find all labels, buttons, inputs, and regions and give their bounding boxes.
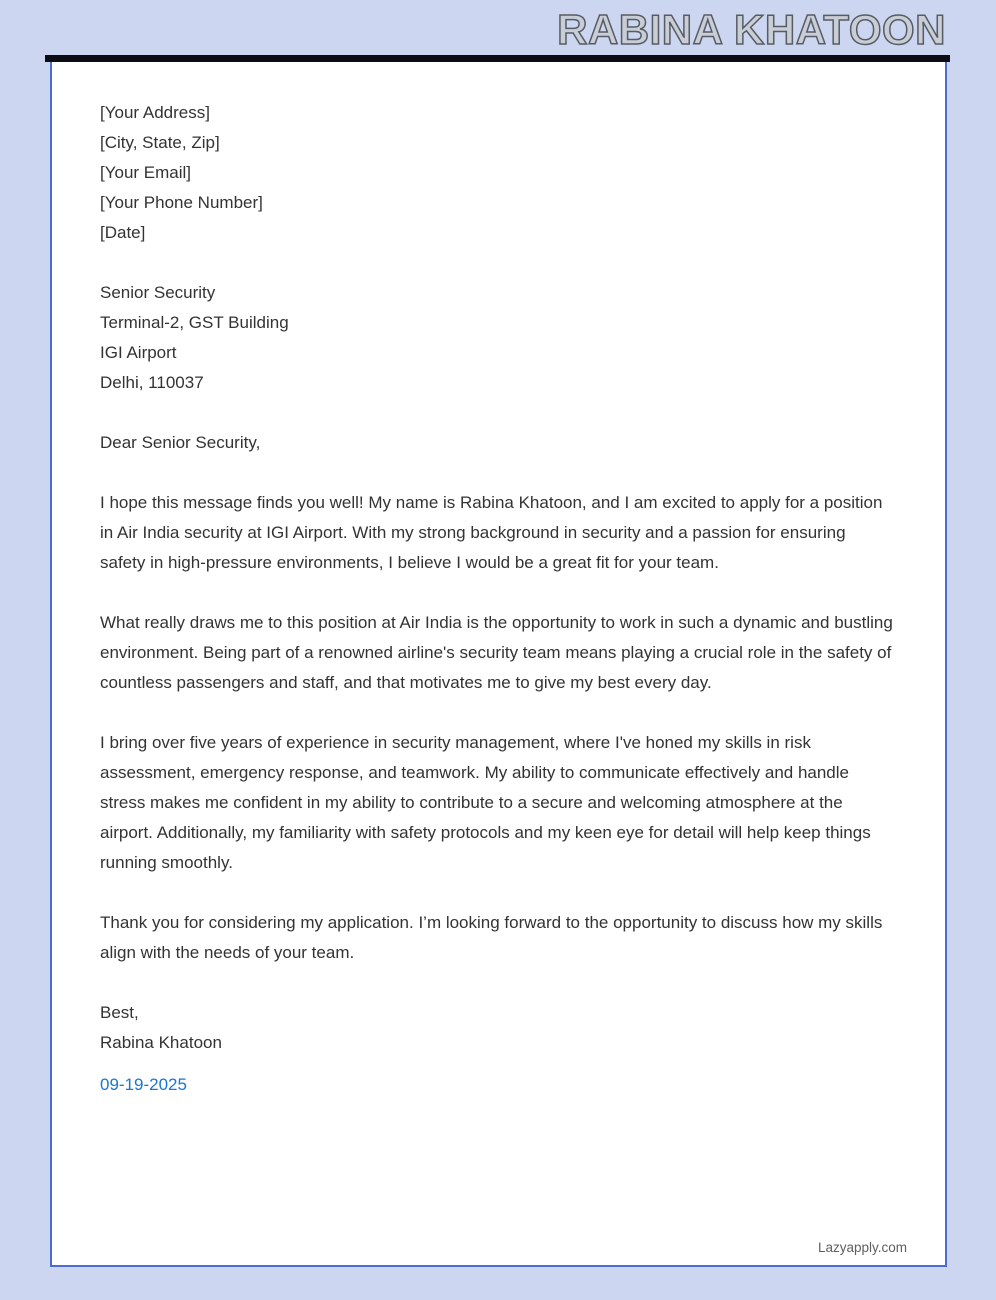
header-name: RABINA KHATOON bbox=[557, 6, 946, 53]
masthead bbox=[0, 0, 996, 55]
date-link[interactable]: 09-19-2025 bbox=[100, 1075, 187, 1094]
sender-line: [Date] bbox=[100, 223, 146, 242]
body-paragraph: I bring over five years of experience in security management, where I've honed my skills in risk assessment, emergency response, and teamwork. My ability to communicate effectively and handle stress makes me confident in my ability to contribute to a secure and welcoming atmosphere at the airport. Additionally, my familiarity with safety protocols and my keen eye for detail will help keep things running smoothly. bbox=[100, 733, 871, 872]
sender-line: [Your Phone Number] bbox=[100, 193, 263, 212]
sender-line: [City, State, Zip] bbox=[100, 133, 220, 152]
footer-branding: Lazyapply.com bbox=[817, 1240, 907, 1255]
signature: Rabina Khatoon bbox=[100, 1033, 222, 1052]
letter-page bbox=[50, 62, 947, 1267]
body-paragraph: What really draws me to this position at Air India is the opportunity to work in such a dynamic and bustling environment. Being part of a renowned airline's security team means playing a crucial role in the safety of countless passengers and staff, and that motivates me to give my best every day. bbox=[100, 613, 893, 692]
divider-bar bbox=[45, 55, 950, 62]
closing-block bbox=[100, 998, 895, 1058]
sender-line: [Your Email] bbox=[100, 163, 192, 182]
recipient-line: Senior Security bbox=[100, 283, 216, 302]
recipient-block bbox=[100, 278, 895, 398]
body-paragraph: I hope this message finds you well! My name is Rabina Khatoon, and I am excited to apply for a position in Air India security at IGI Airport. With my strong background in security and a passion for ensuring safety in high-pressure environments, I believe I would be a great fit for your team. bbox=[100, 493, 883, 572]
recipient-line: Delhi, 110037 bbox=[100, 373, 204, 392]
sender-block bbox=[100, 98, 895, 248]
sender-line: [Your Address] bbox=[100, 103, 210, 122]
body-paragraph: Thank you for considering my application. I’m looking forward to the opportunity to discuss how my skills align with the needs of your team. bbox=[100, 913, 883, 962]
salutation: Dear Senior Security, bbox=[100, 433, 261, 452]
recipient-line: IGI Airport bbox=[100, 343, 177, 362]
recipient-line: Terminal-2, GST Building bbox=[100, 313, 289, 332]
closing-line: Best, bbox=[100, 1003, 139, 1022]
